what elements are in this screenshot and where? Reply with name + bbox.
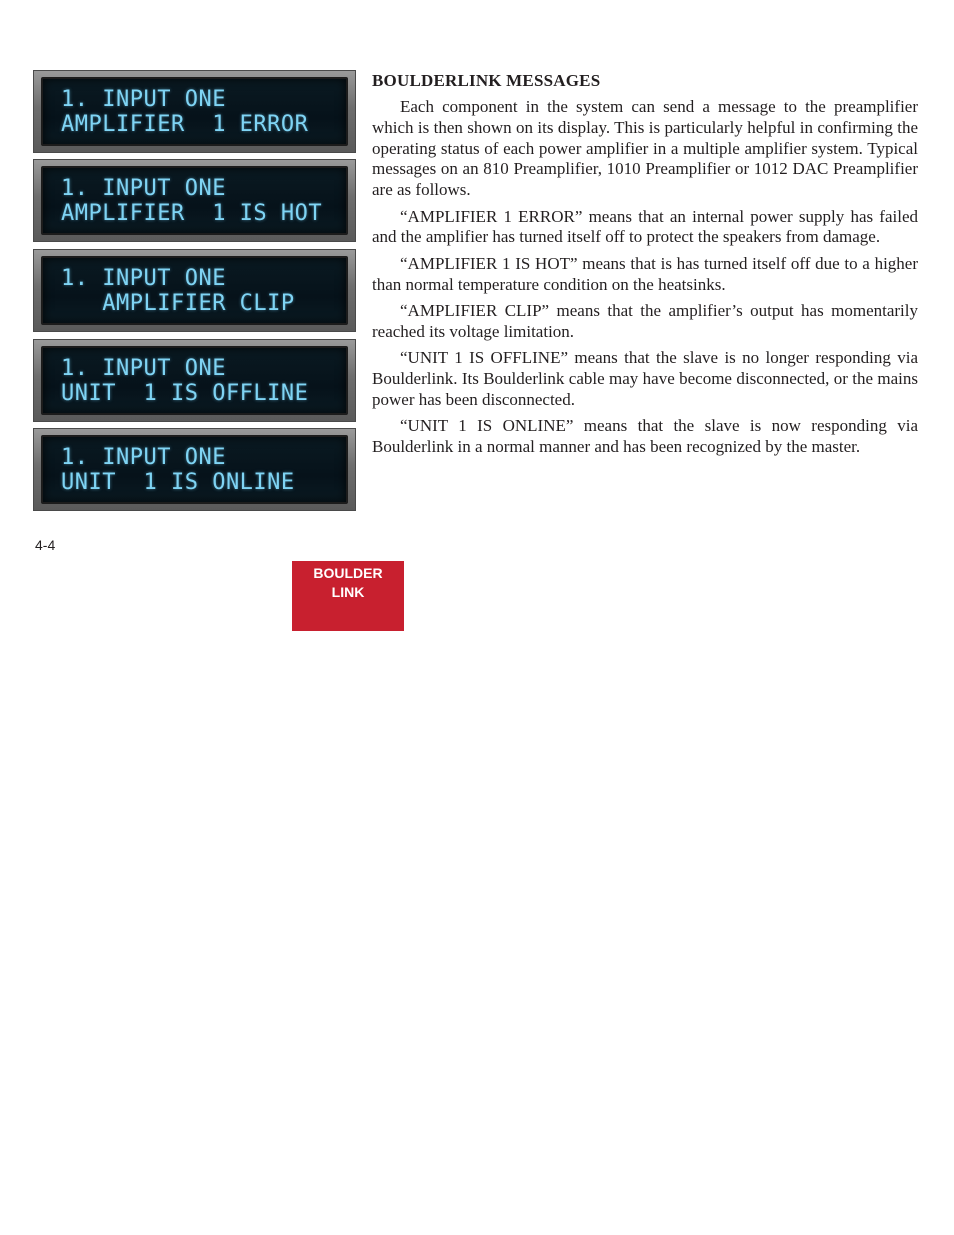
display-line-1: 1. INPUT ONE bbox=[61, 356, 226, 381]
display-line-1: 1. INPUT ONE bbox=[61, 266, 226, 291]
paragraph-amplifier-hot: “AMPLIFIER 1 IS HOT” means that is has turned itself off due to a higher than normal temperature condition on the heatsinks. bbox=[372, 253, 918, 294]
display-line-2: AMPLIFIER 1 IS HOT bbox=[61, 201, 323, 226]
paragraph-intro: Each component in the system can send a message to the preamplifier which is then shown on its display. This is particularly helpful in confirming the operating status of each power amplifier in a multiple amplifier system. Typical messages on an 810 Preamplifier, 1010 Preamplifier or 1012 DAC Preamplifier are as follows. bbox=[372, 97, 918, 200]
display-panel-amplifier-error bbox=[33, 70, 356, 153]
tab-label-line-2: LINK bbox=[331, 584, 365, 600]
tab-label-line-1: BOULDER bbox=[313, 565, 383, 581]
display-line-2: AMPLIFIER CLIP bbox=[61, 291, 295, 316]
section-heading: BOULDERLINK MESSAGES bbox=[372, 71, 601, 90]
display-line-2: UNIT 1 IS ONLINE bbox=[61, 470, 295, 495]
paragraph-unit-offline: “UNIT 1 IS OFFLINE” means that the slave is no longer responding via Boulderlink. Its Boulderlink cable may have become disconnected, or the mains power has been disconnected. bbox=[372, 348, 918, 409]
paragraph-amplifier-clip: “AMPLIFIER CLIP” means that the amplifier’s output has momentarily reached its voltage limitation. bbox=[372, 300, 918, 341]
display-screen bbox=[41, 435, 348, 504]
page-number: 4-4 bbox=[35, 537, 56, 553]
paragraph-unit-online: “UNIT 1 IS ONLINE” means that the slave is now responding via Boulderlink in a normal manner and has been recognized by the master. bbox=[372, 416, 918, 456]
display-panel-unit-online bbox=[33, 428, 356, 511]
paragraph-amplifier-error: “AMPLIFIER 1 ERROR” means that an internal power supply has failed and the amplifier has turned itself off to protect the speakers from damage. bbox=[372, 206, 918, 247]
display-panel-unit-offline bbox=[33, 339, 356, 422]
display-line-1: 1. INPUT ONE bbox=[61, 445, 226, 470]
display-panel-amplifier-clip bbox=[33, 249, 356, 332]
display-screen bbox=[41, 256, 348, 325]
display-line-2: UNIT 1 IS OFFLINE bbox=[61, 381, 309, 406]
display-screen bbox=[41, 166, 348, 235]
display-line-1: 1. INPUT ONE bbox=[61, 176, 226, 201]
display-panel-amplifier-hot bbox=[33, 159, 356, 242]
display-screen bbox=[41, 77, 348, 146]
display-line-1: 1. INPUT ONE bbox=[61, 87, 226, 112]
display-screen bbox=[41, 346, 348, 415]
display-line-2: AMPLIFIER 1 ERROR bbox=[61, 112, 309, 137]
boulderlink-messages-section bbox=[372, 70, 918, 463]
section-tab-boulderlink bbox=[292, 561, 404, 631]
display-photos bbox=[33, 70, 356, 517]
